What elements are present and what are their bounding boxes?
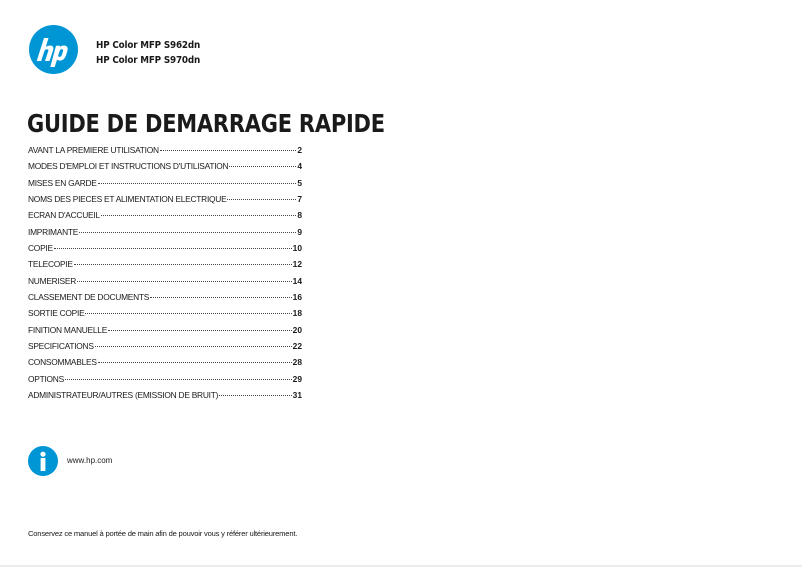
toc-leader-dots (79, 223, 296, 233)
toc-label: AVANT LA PREMIERE UTILISATION (28, 145, 159, 155)
toc-label: SPECIFICATIONS (28, 341, 94, 352)
toc-label: COPIE (28, 243, 53, 254)
toc-entry[interactable] (28, 338, 302, 354)
toc-label: MISES EN GARDE (28, 177, 97, 188)
hp-logo (29, 25, 78, 74)
toc-leader-dots (229, 157, 296, 167)
toc-page-number: 2 (297, 145, 302, 155)
toc-entry[interactable] (28, 387, 302, 403)
toc-leader-dots (219, 386, 292, 396)
model-name: HP Color MFP S970dn (96, 55, 201, 66)
website-link[interactable]: www.hp.com (67, 456, 113, 465)
page-title: GUIDE DE DEMARRAGE RAPIDE (27, 109, 385, 138)
toc-page-number: 31 (292, 390, 302, 401)
toc-label: IMPRIMANTE (28, 226, 79, 237)
toc-entry[interactable] (28, 175, 302, 191)
toc-entry[interactable] (28, 191, 302, 207)
product-models (96, 38, 214, 68)
toc-leader-dots (65, 370, 292, 380)
toc-entry[interactable] (28, 289, 302, 305)
toc-label: TELECOPIE (28, 259, 73, 270)
toc-entry[interactable] (28, 207, 302, 223)
toc-entry[interactable] (28, 273, 302, 289)
toc-leader-dots (98, 174, 297, 184)
toc-page-number: 28 (292, 357, 302, 368)
toc-entry[interactable] (28, 224, 302, 240)
toc-page-number: 18 (292, 308, 302, 319)
toc-leader-dots (98, 353, 292, 363)
toc-page-number: 22 (292, 341, 302, 352)
toc-leader-dots (101, 206, 296, 216)
toc-page-number: 8 (297, 210, 302, 221)
toc-page-number: 7 (297, 194, 302, 205)
toc-leader-dots (77, 272, 292, 282)
toc-leader-dots (74, 255, 292, 265)
toc-leader-dots (54, 239, 292, 249)
toc-page-number: 5 (297, 177, 302, 188)
toc-entry[interactable] (28, 158, 302, 174)
toc-leader-dots (85, 304, 291, 314)
toc-leader-dots (108, 321, 292, 331)
toc-page-number: 14 (292, 275, 302, 286)
toc-page-number: 4 (297, 161, 302, 172)
table-of-contents (28, 142, 302, 404)
toc-leader-dots (227, 190, 296, 200)
toc-label: SORTIE COPIE (28, 308, 85, 319)
toc-entry[interactable] (28, 240, 302, 256)
toc-label: OPTIONS (28, 373, 64, 384)
info-icon (28, 446, 58, 476)
toc-entry[interactable] (28, 256, 302, 272)
hp-logo-icon (29, 25, 78, 74)
toc-leader-dots (150, 288, 292, 298)
toc-page-number: 10 (292, 243, 302, 254)
toc-page-number: 16 (292, 292, 302, 303)
toc-label: NUMERISER (28, 275, 77, 286)
toc-label: NOMS DES PIECES ET ALIMENTATION ELECTRIQUE (28, 194, 227, 205)
toc-label: FINITION MANUELLE (28, 324, 108, 335)
toc-label: CLASSEMENT DE DOCUMENTS (28, 292, 150, 303)
toc-label: CONSOMMABLES (28, 357, 97, 368)
toc-page-number: 9 (297, 226, 302, 237)
toc-label: ADMINISTRATEUR/AUTRES (EMISSION DE BRUIT) (28, 390, 219, 401)
toc-label: MODES D'EMPLOI ET INSTRUCTIONS D'UTILISATION (28, 161, 229, 172)
toc-entry[interactable] (28, 322, 302, 338)
toc-label: ECRAN D'ACCUEIL (28, 210, 100, 221)
info-glyph-icon (28, 446, 58, 476)
toc-entry[interactable] (28, 354, 302, 370)
toc-entry[interactable] (28, 142, 302, 158)
toc-leader-dots (160, 141, 297, 151)
toc-leader-dots (95, 337, 292, 347)
toc-page-number: 29 (292, 373, 302, 384)
footer-note: Conservez ce manuel à portée de main afin de pouvoir vous y référer ultérieurement. (28, 529, 298, 538)
toc-entry[interactable] (28, 371, 302, 387)
toc-page-number: 20 (292, 324, 302, 335)
toc-page-number: 12 (292, 259, 302, 270)
model-name: HP Color MFP S962dn (96, 40, 201, 51)
toc-entry[interactable] (28, 305, 302, 321)
